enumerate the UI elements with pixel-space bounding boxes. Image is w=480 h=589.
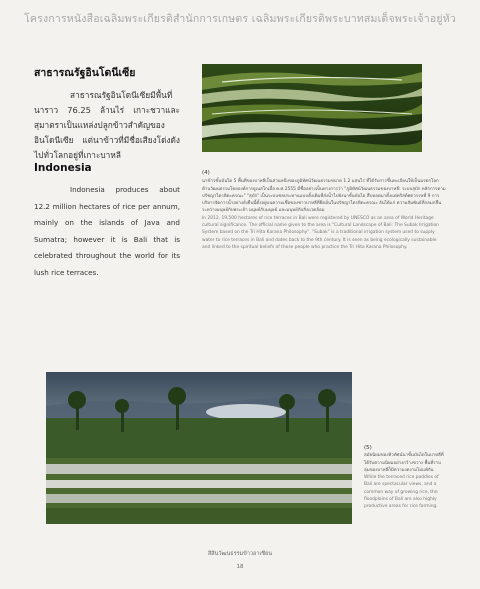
thai-section-title: สาธารณรัฐอินโดนีเซีย	[34, 67, 136, 79]
footer-title: สิสินวัฒนธรรมข้าวอาเซียน	[207, 551, 273, 557]
page-number: 18	[236, 564, 244, 570]
caption-english-text: While the terraced rice paddies of Bali are spectacular views, and a common way of growing rice, the floodplains of Bali are also highly productive areas for rice farming.	[364, 475, 439, 510]
english-section-body	[34, 182, 180, 281]
rice-terraces-photo	[202, 64, 422, 152]
caption-number: (5)	[364, 445, 372, 451]
photo-caption-5	[364, 445, 444, 511]
photo-caption-4	[202, 170, 446, 251]
thai-section-body	[34, 88, 180, 163]
caption-number: (4)	[202, 170, 210, 176]
caption-thai-text: สมัยนิยมของทิวทัศน์นาขั้นบันไดในบาหลีที่ได้รับความนิยมอย่างกว้างขวาง พื้นที่ราบลุ่มของบาหลีก็มีความงดงามไม่แพ้กัน	[364, 453, 444, 473]
caption-thai-text: นาข้าวขั้นบันได 5 พื้นที่ของบาหลีเป็นส่วนหนึ่งของภูมิทัศน์วัฒนธรรมขนาด 1.2 แสนไร่ ที่ได้รับการขึ้นทะเบียนให้เป็นมรดกโลกด้านวัฒนธรรมโดยองค์การยูเนสโกเมื่อ ค.ศ.2555 มีชื่ออย่างเป็นทางการว่า "ภูมิทัศน์วัฒนธรรมของบาหลี: ระบบสุบัก หลักการตามปรัชญาไตรหิตะครณะ" "สุบัก" เป็นระบบชลประทานแบบดั้งเดิมที่ส่งน้ำไปยังนาขั้นบันได สืบทอดมาตั้งแต่คริสต์ศตวรรษที่ 9 การบริหารจัดการน้ำอย่างยั่งยืนนี้ตั้งอยู่บนความเชื่อของชาวบาหลีที่ยึดมั่นในปรัชญาไตรหิตะครณะ อันได้แก่ ความสัมพันธ์ที่กลมกลืนระหว่างมนุษย์กับพระเจ้า มนุษย์กับมนุษย์ และมนุษย์กับสิ่งแวดล้อม	[202, 179, 446, 214]
rice-floodplain-photo	[46, 372, 352, 524]
english-body-text: Indonesia produces about 12.2 million hectares of rice per annum, mainly on the islands of Java and Sumatra; however it is Bali that is celebrated throughout the world for its lush rice terraces.	[34, 185, 180, 277]
english-section-title: Indonesia	[34, 162, 92, 174]
thai-body-text: สาธารณรัฐอินโดนีเซียมีพื้นที่นาราว 76.25 ล้านไร่ เกาะชวาและสุมาตราเป็นแหล่งปลูกข้าวสำคัญของอินโดนีเซีย แต่นาข้าวที่มีชื่อเสียงโด่งดังไปทั่วโลกอยู่ที่เกาะบาหลี	[34, 90, 180, 160]
caption-english-text: In 2012, 19,500 hectares of rice terraces in Bali were registered by UNESCO as an area of World Heritage cultural significance. The official name given to the area is "Cultural Landscape of Bali: The Subak Irrigation System based on the Tri Hita Karana Philosophy". "Subak" is a traditional irrigation system used to supply water to rice terraces in Bali and dates back to the 9th century. It is seen as being ecologically sustainable and linked to the spiritual beliefs of those people who practice the Tri Hita Karana Philosophy.	[202, 215, 439, 250]
running-header: โครงการหนังสือเฉลิมพระเกียรติสำนักการเกษตร เฉลิมพระเกียรติพระบาทสมเด็จพระเจ้าอยู่หัว	[24, 13, 456, 25]
